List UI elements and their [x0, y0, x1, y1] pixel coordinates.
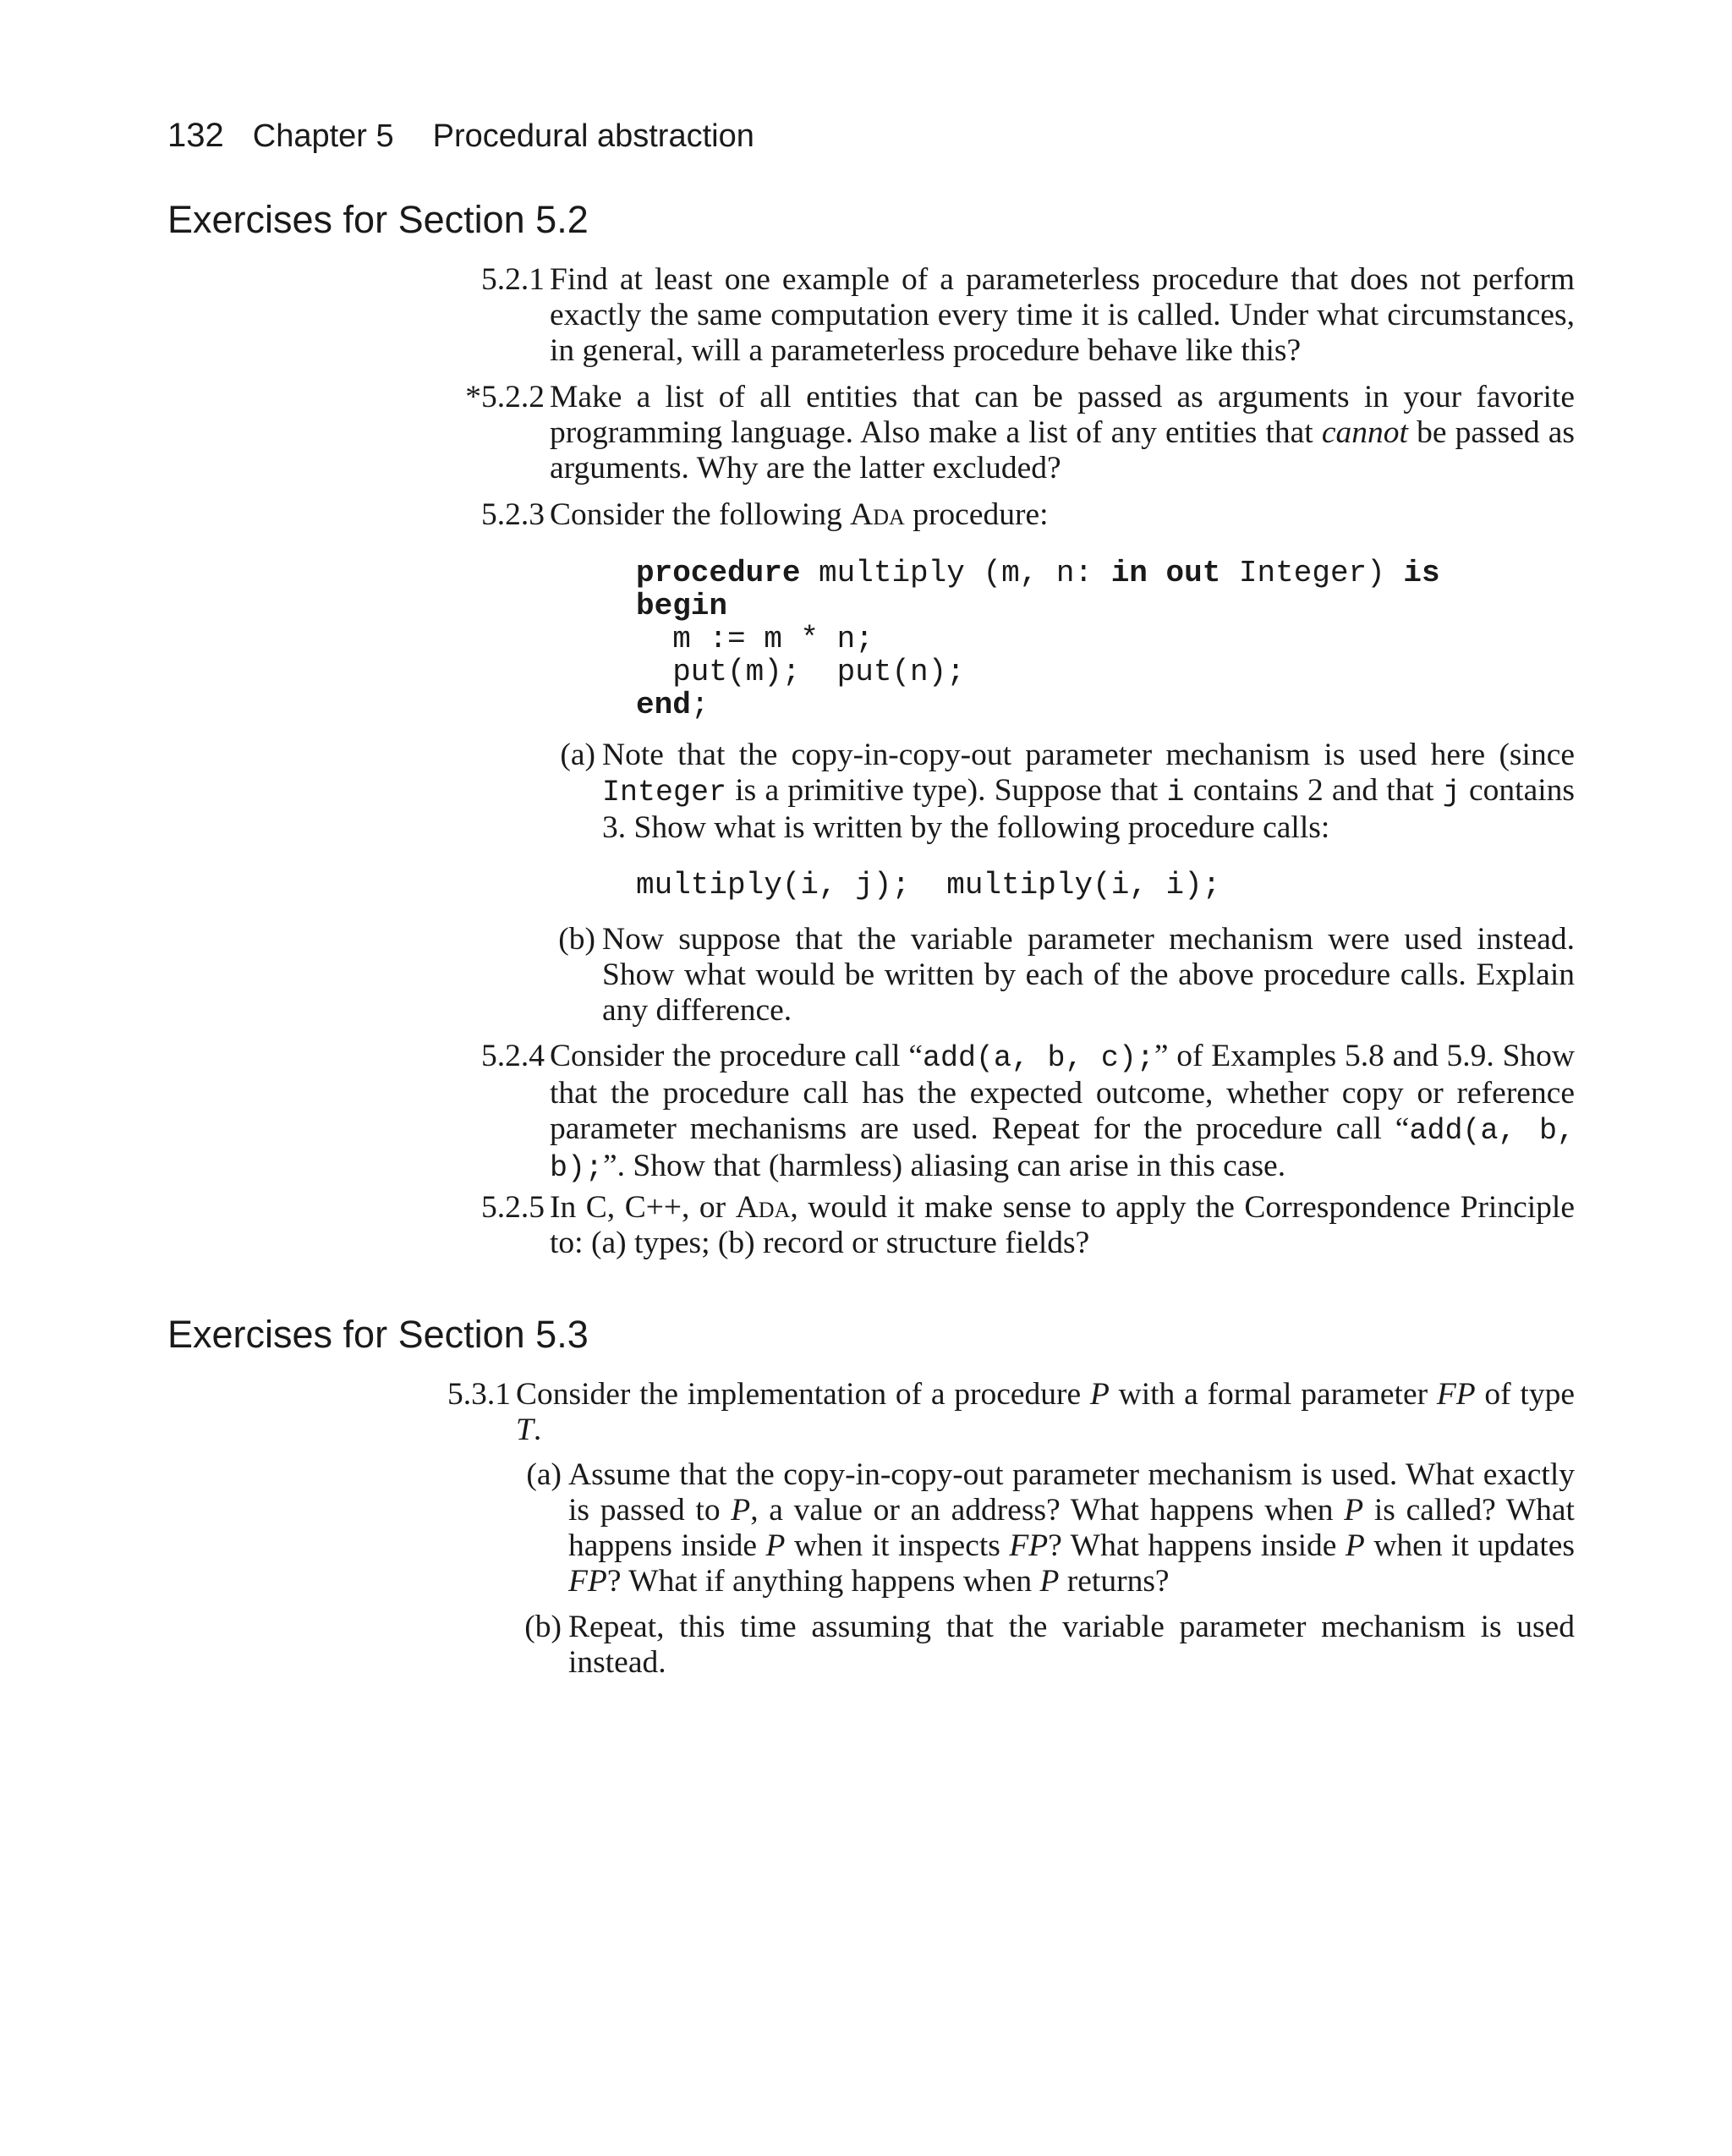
running-head	[167, 117, 754, 155]
part-label: (a)	[526, 1457, 562, 1492]
exercise-text: Consider the procedure call “add(a, b, c);” of Examples 5.8 and 5.9. Show that the procedure call has the expected outcome, whether copy or reference parameter mechanisms are used. Repeat for the procedure call “add(a, b, b);”. Show that (harmless) aliasing can arise in this case.	[550, 1039, 1576, 1185]
exercise-5-2-3	[481, 497, 1575, 533]
part-label: (a)	[560, 738, 595, 772]
exercise-5-2-3-part-a	[560, 738, 1575, 846]
exercise-text: Consider the following Ada procedure:	[550, 497, 1049, 532]
exercise-number: 5.3.1	[447, 1377, 511, 1412]
exercise-5-3-1-part-b	[524, 1610, 1575, 1681]
part-label: (b)	[558, 922, 595, 957]
language-name: Ada	[850, 497, 905, 532]
exercise-text: Consider the implementation of a procedure P with a formal parameter FP of type T.	[516, 1377, 1575, 1447]
exercise-number: 5.2.1	[481, 262, 545, 297]
exercise-5-2-4	[481, 1039, 1576, 1186]
chapter-label: Chapter 5	[252, 118, 394, 154]
section-heading-5-2: Exercises for Section 5.2	[167, 198, 589, 241]
part-text: Now suppose that the variable parameter mechanism were used instead. Show what would be written by each of the above procedure calls. Explain any difference.	[602, 922, 1575, 1028]
exercise-text: Find at least one example of a parameterless procedure that does not perform exactly the same computation every time it is called. Under what circumstances, in general, will a parameterless procedure behave like this?	[550, 262, 1575, 368]
part-text: Repeat, this time assuming that the variable parameter mechanism is used instead.	[568, 1610, 1575, 1680]
exercise-number: 5.2.3	[481, 497, 545, 532]
exercise-5-2-2	[465, 380, 1576, 486]
part-label: (b)	[524, 1610, 562, 1644]
code-calls: multiply(i, j); multiply(i, i);	[636, 868, 1221, 902]
exercise-5-2-5	[481, 1190, 1575, 1261]
part-text: Note that the copy-in-copy-out parameter mechanism is used here (since Integer is a primitive type). Suppose that i contains 2 and that j contains 3. Show what is written by the following procedure calls:	[602, 738, 1575, 845]
exercise-number: 5.2.4	[481, 1039, 545, 1073]
exercise-5-3-1	[447, 1377, 1575, 1448]
section-heading-5-3: Exercises for Section 5.3	[167, 1313, 589, 1356]
exercise-5-3-1-part-a	[526, 1457, 1575, 1599]
exercise-number: *5.2.2	[465, 380, 545, 414]
exercise-number: 5.2.5	[481, 1190, 545, 1225]
part-text: Assume that the copy-in-copy-out parameter mechanism is used. What exactly is passed to P, a value or an address? What happens when P is called? What happens inside P when it inspects FP? What happens inside P when it updates FP? What if anything happens when P returns?	[568, 1457, 1575, 1599]
page-number: 132	[167, 117, 224, 154]
exercise-text: In C, C++, or Ada, would it make sense to apply the Correspondence Principle to: (a) types; (b) record or structure fields?	[550, 1190, 1575, 1260]
chapter-title: Procedural abstraction	[432, 118, 754, 154]
exercise-5-2-3-part-b	[558, 922, 1575, 1029]
exercise-text: Make a list of all entities that can be passed as arguments in your favorite programming language. Also make a list of any entities that cannot be passed as arguments. Why are the latter excluded?	[550, 380, 1576, 486]
language-name: Ada	[735, 1190, 791, 1225]
exercise-5-2-1	[481, 262, 1575, 369]
emphasis-word: cannot	[1321, 415, 1408, 450]
code-block-multiply: procedure multiply (m, n: in out Integer) is begin m := m * n; put(m); put(n); end;	[636, 556, 1440, 722]
